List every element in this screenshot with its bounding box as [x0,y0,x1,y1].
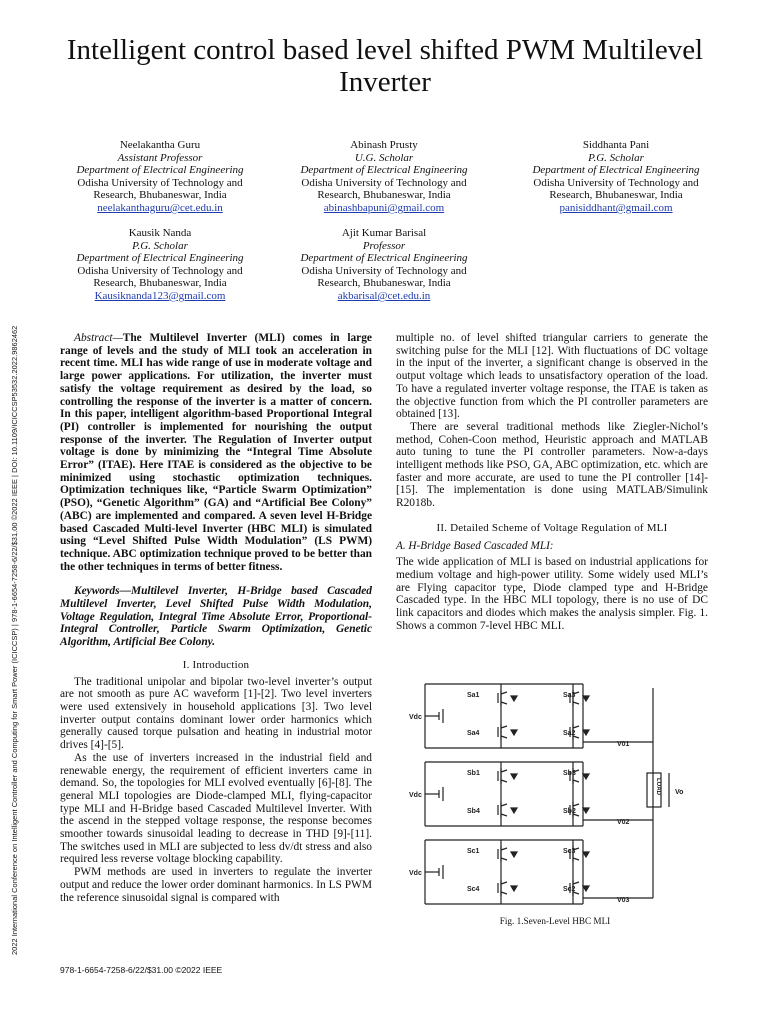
author-email-link[interactable]: Kausiknanda123@gmail.com [94,289,226,302]
intro-paragraph-2: As the use of inverters increased in the industrial field and renewable energy, the requirement of efficient inverters came in demand. So, the topologies for MLI evolved eventually [6]-[8]. The general MLI topologies are Diode-clamped MLI, flying-capacitor type MLI and H-Bridge based Cascaded Multilevel Inverter. With the ascend in the stepped voltage response, the response becomes smoother towards sinusoidal leading to decrease in THD [9]-[11]. The switches used in MLI are subjected to less dv/dt stress and also required less reverse voltage blocking capability. [60,751,372,866]
diode-symbol [583,886,589,891]
switch-label: Sa1 [467,692,480,699]
author-location: Research, Bhubaneswar, India [317,277,451,290]
author-org: Odisha University of Technology and [533,176,699,189]
author-location: Research, Bhubaneswar, India [549,189,683,202]
diode-symbol [583,730,589,735]
right-column [396,332,708,632]
diode-symbol [583,774,589,779]
vdc-label: Vdc [409,792,422,799]
col2-paragraph-2: There are several traditional methods like Ziegler-Nichol’s method, Cohen-Coon method, Heuristic approach and MATLAB auto tuning to tune the PI controller parameters. Now-a-days intelligent methods like PSO, GA, ABC optimization, etc. which are faster and more accurate, are used to tune the PI controller [14]-[15]. The implementation is done using MATLAB/Simulink R2018b. [396,420,708,510]
author-name: Ajit Kumar Barisal [341,227,427,239]
diode-symbol [511,852,517,857]
author-name: Kausik Nanda [128,227,192,239]
author-org: Odisha University of Technology and [301,176,467,189]
diode-symbol [583,852,589,857]
author-org: Odisha University of Technology and [301,264,467,277]
author-dept: Department of Electrical Engineering [76,252,244,265]
switch-label: Sc1 [467,848,480,855]
author-role: Assistant Professor [117,151,203,164]
author-block [55,227,265,303]
diode-symbol [511,774,517,779]
intro-paragraph-3: PWM methods are used in inverters to regulate the inverter output and reduce the lower order dominant harmonics. In LS PWM the reference sinusoidal signal is compared with [60,866,372,904]
switch-label: Sc4 [467,886,480,893]
author-location: Research, Bhubaneswar, India [93,189,227,202]
author-email-link[interactable]: neelakanthaguru@cet.edu.in [97,201,223,214]
figure-caption: Fig. 1.Seven-Level HBC MLI [499,916,611,926]
section-heading-introduction: I. Introduction [182,658,250,671]
author-name: Abinash Prusty [350,139,418,151]
author-block [511,139,721,215]
switch-label: Sa4 [467,730,480,737]
intro-paragraph-1: The traditional unipolar and bipolar two-level inverter’s output are not smooth as pure AC waveform [1]-[2]. Two level inverters were used extensively in household applications [3]. Two level inverter output contains dominant lower order harmonics which generally caused torque pulsation and heating in industrial motor drives [4]-[5]. [60,675,372,752]
author-name: Siddhanta Pani [582,139,650,151]
vdc-label: Vdc [409,714,422,721]
load-label: LOAD [655,778,661,795]
subsection-heading: A. H-Bridge Based Cascaded MLI: [396,539,554,552]
diode-symbol [511,696,517,701]
author-email-link[interactable]: abinashbapuni@gmail.com [323,201,445,214]
author-location: Research, Bhubaneswar, India [93,277,227,290]
section-heading-scheme: II. Detailed Scheme of Voltage Regulation of MLI [436,521,668,534]
author-role: P.G. Scholar [132,239,188,252]
switch-label: Sa2 [563,730,576,737]
author-dept: Department of Electrical Engineering [300,252,468,265]
author-role: U.G. Scholar [354,151,414,164]
author-email-link[interactable]: akbarisal@cet.edu.in [337,289,431,302]
diode-symbol [583,808,589,813]
author-dept: Department of Electrical Engineering [300,164,468,177]
output-voltage-label: V02 [617,819,630,826]
paper-title: Intelligent control based level shifted PWM Multilevel Inverter [66,34,704,98]
vo-label: Vo [675,789,684,796]
keywords [60,585,372,649]
left-column [60,332,372,904]
abstract-label: Abstract— [74,332,123,344]
author-block [279,227,489,303]
author-location: Research, Bhubaneswar, India [317,189,451,202]
sidebar-text: 2022 International Conference on Intelligent Controller and Computing for Smart Power (ICICCSP) | 978-1-6654-7258-6/22/$31.00 ©2022 IEEE | DOI: 10.1109/ICICCSP53532.2022.9862462 [10,325,19,955]
author-dept: Department of Electrical Engineering [532,164,700,177]
switch-label: Sb2 [563,808,576,815]
author-dept: Department of Electrical Engineering [76,164,244,177]
conference-sidebar [10,210,22,955]
switch-label: Sc2 [563,886,576,893]
section2-paragraph-1: The wide application of MLI is based on industrial applications for medium voltage and high-power utility. Some widely used MLI’s are Flying capacitor type, Diode clamped type and H-Bridge Cascaded type. In the HBC MLI topology, there is no use of DC link capacitors and diodes which makes the analysis simpler. Fig. 1. Shows a common 7-level HBC MLI. [396,556,708,632]
author-role: P.G. Scholar [588,151,644,164]
page-footer: 978-1-6654-7258-6/22/$31.00 ©2022 IEEE [60,965,223,975]
col2-paragraph-1: multiple no. of level shifted triangular carriers to generate the switching pulse for the MLI [12]. With fluctuations of DC voltage in the input of the inverter, a significant change is observed in the output voltage which leads to unsatisfactory operation of the load. To have a regulated inverter voltage response, the ITAE is taken as the objective function from which the PI controller parameters are obtained [13]. [396,332,708,421]
keywords-text: Multilevel Inverter, H-Bridge based Cascaded Multilevel Inverter, Level Shifted Pulse Width Modulation, Voltage Regulation, Integral Time Absolute Error, Proportional-Integral Controller, Particle Swarm Optimization, Genetic Algorithm, Artificial Bee Colony. [60,585,372,649]
switch-label: Sc3 [563,848,576,855]
diode-symbol [583,696,589,701]
author-block [279,139,489,215]
keywords-label: Keywords— [74,585,131,598]
abstract [60,332,372,573]
vdc-label: Vdc [409,870,422,877]
diode-symbol [511,730,517,735]
author-name: Neelakantha Guru [119,139,201,151]
switch-label: Sb3 [563,770,576,777]
author-block [55,139,265,215]
author-org: Odisha University of Technology and [77,176,243,189]
switch-label: Sb4 [467,808,480,815]
abstract-text: The Multilevel Inverter (MLI) comes in large range of levels and the study of MLI took an acceleration in recent time. MLI has wide range of use in moderate voltage and large power applications. For utilization, the inverter must satisfy the voltage requirement as desired by the load, so controlling the response of the inverter is a matter of concern. In this paper, intelligent algorithm-based Proportional Integral (PI) controller is implemented for nourishing the output response of the inverter. The Regulation of Inverter output voltage is done by minimizing the “Integral Time Absolute Error” (ITAE). Here ITAE is considered as the objective to be minimized using stochastic optimization techniques. Optimization techniques like, “Particle Swarm Optimization” (PSO), “Genetic Algorithm” (GA) and “Artificial Bee Colony” (ABC) are implemented and compared. A seven level H-Bridge based Cascaded Multi-level Inverter (HBC MLI) is simulated using “Level Shifted Pulse Width Modulation” (LS PWM) technique. ABC optimization technique proved to be better than the other techniques in terms of better fitness. [60,332,372,573]
author-org: Odisha University of Technology and [77,264,243,277]
output-voltage-label: V03 [617,897,630,904]
hbc-mli-circuit-figure [405,678,705,910]
switch-label: Sa3 [563,692,576,699]
author-email-link[interactable]: panisiddhant@gmail.com [559,201,673,214]
output-voltage-label: V01 [617,741,630,748]
diode-symbol [511,886,517,891]
switch-label: Sb1 [467,770,480,777]
diode-symbol [511,808,517,813]
author-role: Professor [362,239,406,252]
